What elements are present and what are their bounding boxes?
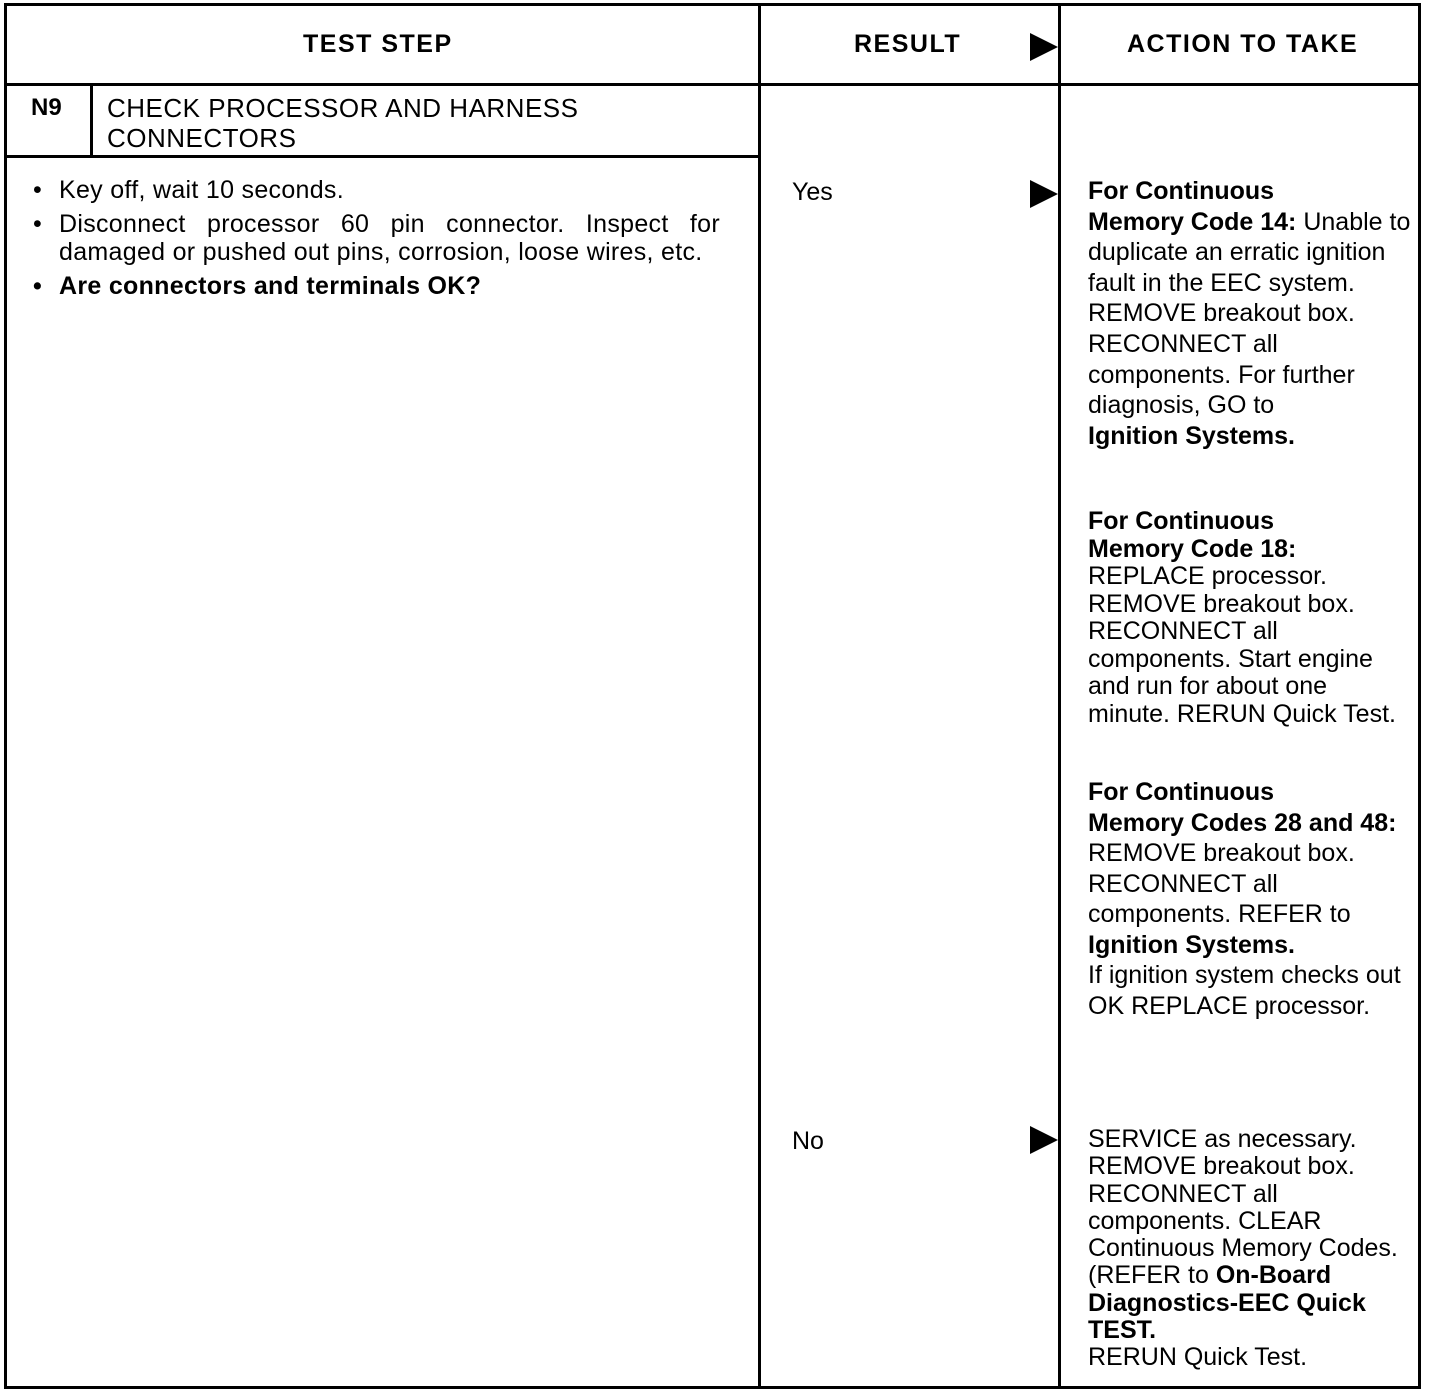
list-item: • Disconnect processor 60 pin connector. Inspect for damaged or pushed out pins, corrosion, loose wires, etc. xyxy=(33,210,720,266)
header-test-step: TEST STEP xyxy=(303,30,453,58)
no-arrow-icon xyxy=(1030,1126,1058,1154)
step-id-divider xyxy=(90,84,93,157)
header-action-to-take: ACTION TO TAKE xyxy=(1127,30,1359,58)
step-id: N9 xyxy=(31,94,62,121)
column-divider-result xyxy=(758,3,761,1389)
bullet-icon: • xyxy=(33,176,43,204)
action-code-28-48: For Continuous Memory Codes 28 and 48: REMOVE breakout box. RECONNECT all components. REFER to Ignition Systems. If ignition system checks out OK REPLACE processor. xyxy=(1088,778,1401,1020)
yes-arrow-icon xyxy=(1030,180,1058,208)
column-divider-action xyxy=(1058,3,1061,1389)
action-no: SERVICE as necessary. REMOVE breakout box. RECONNECT all components. CLEAR Continuous Memory Codes. (REFER to On-Board Diagnostics-EEC Quick TEST. RERUN Quick Test. xyxy=(1088,1125,1398,1372)
bullet-icon: • xyxy=(33,272,43,300)
step-title: CHECK PROCESSOR AND HARNESS CONNECTORS xyxy=(107,93,579,153)
step-title-divider xyxy=(4,155,759,158)
header-divider xyxy=(4,83,1421,86)
action-code-18: For Continuous Memory Code 18: REPLACE processor. REMOVE breakout box. RECONNECT all components. Start engine and run for about one minute. RERUN Quick Test. xyxy=(1088,507,1396,728)
result-no: No xyxy=(792,1127,824,1155)
header-result: RESULT xyxy=(854,30,962,58)
list-item-question: • Are connectors and terminals OK? xyxy=(33,272,482,300)
step-instructions xyxy=(30,176,720,306)
action-code-14: For Continuous Memory Code 14: Unable to duplicate an erratic ignition fault in the EEC system. REMOVE breakout box. RECONNECT all components. For further diagnosis, GO to Ignition Systems. xyxy=(1088,177,1411,450)
header-arrow-icon xyxy=(1030,33,1058,61)
bullet-icon: • xyxy=(33,210,43,238)
result-yes: Yes xyxy=(792,178,833,206)
list-item: • Key off, wait 10 seconds. xyxy=(33,176,344,204)
